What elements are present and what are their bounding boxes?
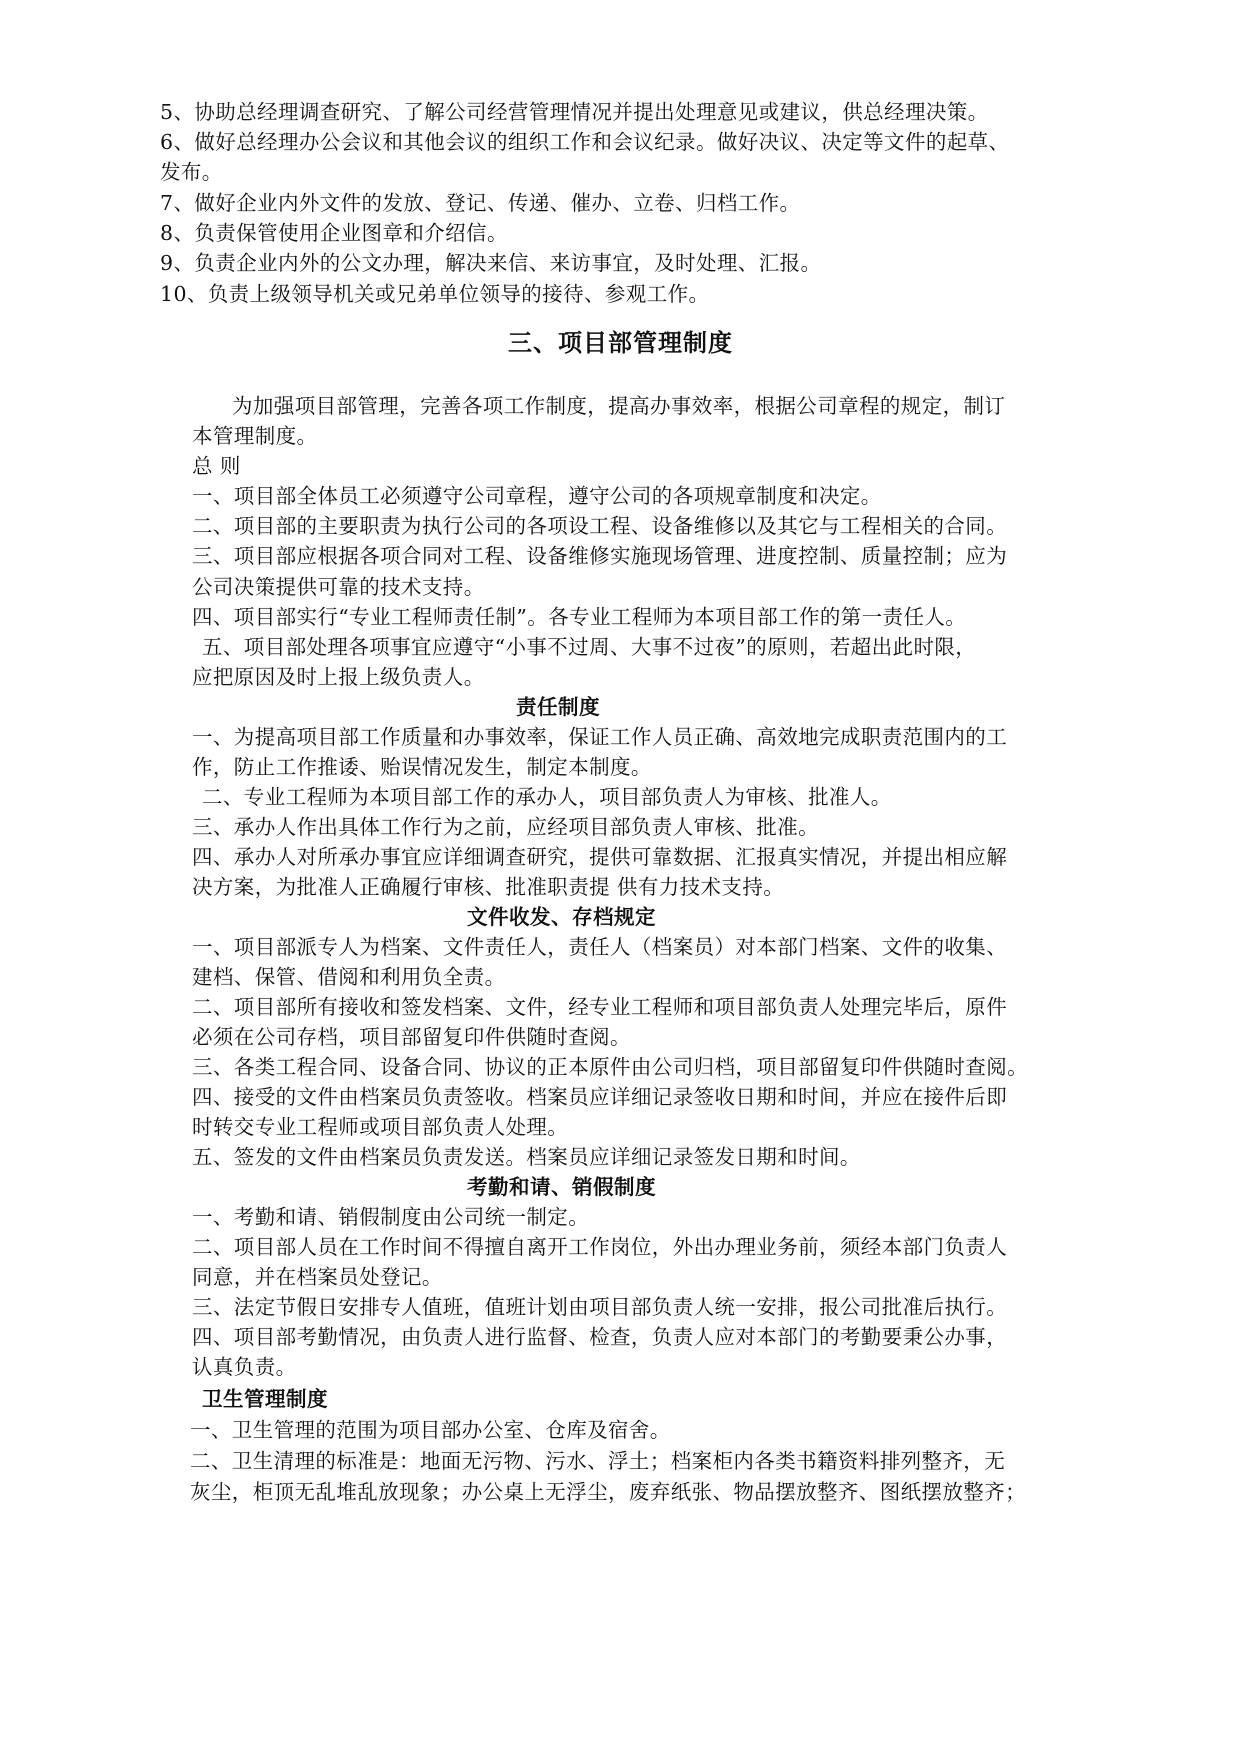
list-item: 10、负责上级领导机关或兄弟单位领导的接待、参观工作。 xyxy=(160,282,710,306)
list-item: 5、协助总经理调查研究、了解公司经营管理情况并提出处理意见或建议，供总经理决策。 xyxy=(160,100,989,124)
clause-line: 决方案，为批准人正确履行审核、批准职责提 供有力技术支持。 xyxy=(192,875,785,899)
clause-line: 四、项目部实行“专业工程师责任制”。各专业工程师为本项目部工作的第一责任人。 xyxy=(192,605,967,629)
clause-line: 一、项目部派专人为档案、文件责任人，责任人（档案员）对本部门档案、文件的收集、 xyxy=(192,935,1008,959)
clause-line: 四、接受的文件由档案员负责签收。档案员应详细记录签收日期和时间，并应在接件后即 xyxy=(192,1085,1008,1109)
clause-line: 一、为提高项目部工作质量和办事效率，保证工作人员正确、高效地完成职责范围内的工 xyxy=(192,725,1008,749)
subsection-heading-hygiene: 卫生管理制度 xyxy=(202,1387,328,1411)
clause-line: 作，防止工作推诿、贻误情况发生，制定本制度。 xyxy=(192,755,652,779)
subsection-heading-attendance: 考勤和请、销假制度 xyxy=(467,1175,656,1199)
clause-line: 三、项目部应根据各项合同对工程、设备维修实施现场管理、进度控制、质量控制；应为 xyxy=(192,544,1008,568)
clause-line: 五、项目部处理各项事宜应遵守“小事不过周、大事不过夜”的原则，若超出此时限， xyxy=(202,635,977,659)
clause-line: 四、承办人对所承办事宜应详细调查研究，提供可靠数据、汇报真实情况，并提出相应解 xyxy=(192,845,1008,869)
clause-line: 二、卫生清理的标准是：地面无污物、污水、浮土；档案柜内各类书籍资料排列整齐，无 xyxy=(190,1449,1006,1473)
clause-line: 必须在公司存档，项目部留复印件供随时查阅。 xyxy=(192,1025,631,1049)
clause-line: 应把原因及时上报上级负责人。 xyxy=(192,665,485,689)
clause-line: 三、法定节假日安排专人值班，值班计划由项目部负责人统一安排，报公司批准后执行。 xyxy=(192,1295,1008,1319)
clause-line: 五、签发的文件由档案员负责发送。档案员应详细记录签发日期和时间。 xyxy=(192,1145,861,1169)
clause-line: 一、卫生管理的范围为项目部办公室、仓库及宿舍。 xyxy=(190,1418,671,1442)
clause-line: 二、专业工程师为本项目部工作的承办人，项目部负责人为审核、批准人。 xyxy=(202,785,892,809)
subsection-heading-responsibility: 责任制度 xyxy=(516,695,600,719)
list-item: 发布。 xyxy=(160,160,223,184)
clause-line: 时转交专业工程师或项目部负责人处理。 xyxy=(192,1115,569,1139)
clause-line: 四、项目部考勤情况，由负责人进行监督、检查，负责人应对本部门的考勤要秉公办事， xyxy=(192,1325,1008,1349)
clause-line: 同意，并在档案员处登记。 xyxy=(192,1265,443,1289)
clause-line: 二、项目部所有接收和签发档案、文件，经专业工程师和项目部负责人处理完毕后，原件 xyxy=(192,995,1008,1019)
clause-line: 三、各类工程合同、设备合同、协议的正本原件由公司归档，项目部留复印件供随时查阅。 xyxy=(192,1055,1028,1079)
clause-line: 认真负责。 xyxy=(192,1355,297,1379)
list-item: 9、负责企业内外的公文办理，解决来信、来访事宜，及时处理、汇报。 xyxy=(160,251,822,275)
section-title: 三、项目部管理制度 xyxy=(508,329,733,357)
subsection-heading-general: 总 则 xyxy=(192,454,241,478)
list-item: 8、负责保管使用企业图章和介绍信。 xyxy=(160,221,508,245)
clause-line: 灰尘，柜顶无乱堆乱放现象；办公桌上无浮尘，废弃纸张、物品摆放整齐、图纸摆放整齐； xyxy=(190,1480,1026,1504)
clause-line: 建档、保管、借阅和利用负全责。 xyxy=(192,965,506,989)
clause-line: 二、项目部人员在工作时间不得擅自离开工作岗位，外出办理业务前，须经本部门负责人 xyxy=(192,1235,1008,1259)
paragraph-line: 为加强项目部管理，完善各项工作制度，提高办事效率，根据公司章程的规定，制订 xyxy=(232,394,1006,418)
paragraph-line: 本管理制度。 xyxy=(192,424,318,448)
clause-line: 公司决策提供可靠的技术支持。 xyxy=(192,575,485,599)
clause-line: 一、项目部全体员工必须遵守公司章程，遵守公司的各项规章制度和决定。 xyxy=(192,484,882,508)
subsection-heading-files: 文件收发、存档规定 xyxy=(467,905,656,929)
clause-line: 一、考勤和请、销假制度由公司统一制定。 xyxy=(192,1205,590,1229)
clause-line: 三、承办人作出具体工作行为之前，应经项目部负责人审核、批准。 xyxy=(192,815,819,839)
list-item: 7、做好企业内外文件的发放、登记、传递、催办、立卷、归档工作。 xyxy=(160,191,801,215)
list-item: 6、做好总经理办公会议和其他会议的组织工作和会议纪录。做好决议、决定等文件的起草、 xyxy=(160,130,1010,154)
clause-line: 二、项目部的主要职责为执行公司的各项设工程、设备维修以及其它与工程相关的合同。 xyxy=(192,514,1008,538)
